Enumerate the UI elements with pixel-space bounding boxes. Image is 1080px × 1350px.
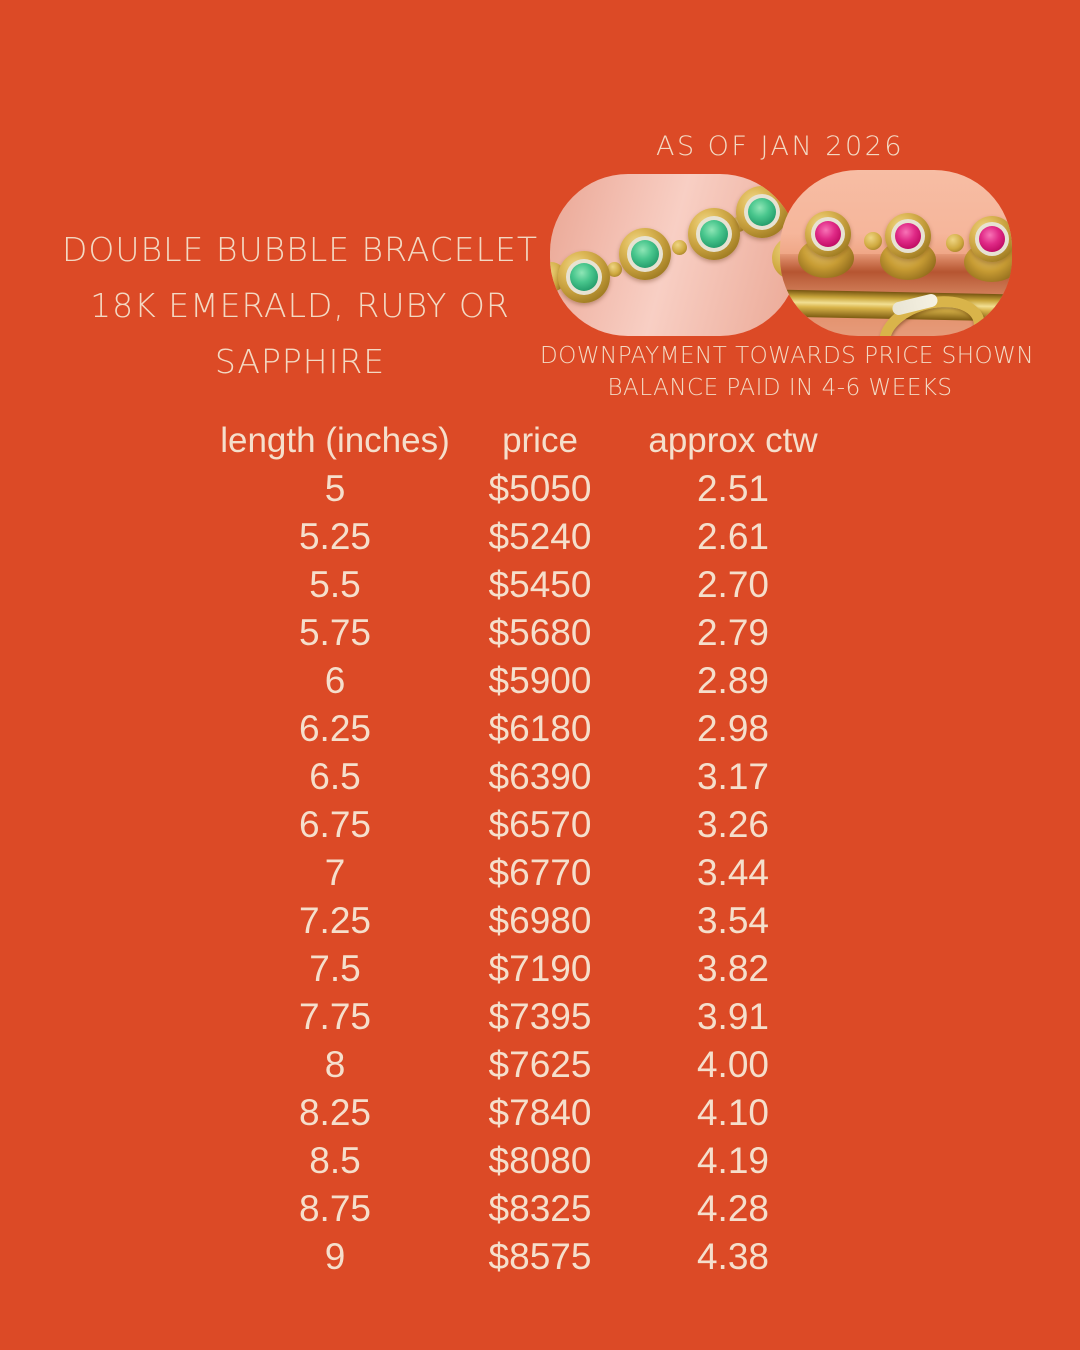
header-length: length (inches) xyxy=(220,421,450,460)
downpayment-note xyxy=(540,340,1035,404)
ctw-cell: 3.44 xyxy=(696,852,769,893)
ruby-gem xyxy=(815,221,841,247)
ruby-stone xyxy=(805,211,851,257)
table-row xyxy=(150,897,840,945)
ctw-cell: 3.17 xyxy=(696,756,769,797)
price-cell: $6570 xyxy=(488,804,592,845)
table-row xyxy=(150,753,840,801)
length-cell: 6.75 xyxy=(298,804,371,845)
ctw-cell: 4.28 xyxy=(696,1188,769,1229)
ctw-cell: 2.61 xyxy=(696,516,769,557)
ctw-cell: 4.38 xyxy=(696,1236,769,1277)
length-cell: 6.5 xyxy=(309,756,361,797)
table-row xyxy=(150,1233,840,1281)
table-row xyxy=(150,657,840,705)
ruby-gem xyxy=(979,226,1005,252)
emerald-gem xyxy=(570,263,598,291)
table-body xyxy=(150,465,840,1281)
table-row xyxy=(150,849,840,897)
price-cell: $7395 xyxy=(488,996,592,1037)
price-cell: $8325 xyxy=(488,1188,592,1229)
table-header-row xyxy=(150,417,840,465)
emerald-bracelet-photo xyxy=(550,174,798,336)
price-cell: $6180 xyxy=(488,708,592,749)
table-row xyxy=(150,705,840,753)
ctw-cell: 2.98 xyxy=(696,708,769,749)
price-cell: $6980 xyxy=(488,900,592,941)
emerald-stone xyxy=(619,228,671,280)
emerald-stone xyxy=(736,186,788,238)
length-cell: 5.25 xyxy=(298,516,371,557)
length-cell: 5.75 xyxy=(298,612,371,653)
table-row xyxy=(150,561,840,609)
table-row xyxy=(150,1089,840,1137)
ctw-cell: 3.54 xyxy=(696,900,769,941)
ctw-cell: 2.70 xyxy=(696,564,769,605)
price-cell: $5050 xyxy=(488,468,592,509)
bracelet-photos xyxy=(540,168,1014,340)
ruby-gem xyxy=(895,223,921,249)
price-cell: $6770 xyxy=(488,852,592,893)
table-row xyxy=(150,1041,840,1089)
length-cell: 8.25 xyxy=(298,1092,371,1133)
length-cell: 6 xyxy=(324,660,346,701)
price-cell: $5680 xyxy=(488,612,592,653)
length-cell: 5.5 xyxy=(309,564,361,605)
price-cell: $7840 xyxy=(488,1092,592,1133)
length-cell: 7 xyxy=(324,852,346,893)
gold-link xyxy=(946,234,964,252)
table-row xyxy=(150,465,840,513)
price-cell: $7625 xyxy=(488,1044,592,1085)
ruby-stone xyxy=(885,213,931,259)
title-line-2: 18K EMERALD, RUBY OR xyxy=(90,286,510,325)
ctw-cell: 2.89 xyxy=(696,660,769,701)
price-cell: $6390 xyxy=(488,756,592,797)
ctw-cell: 4.10 xyxy=(696,1092,769,1133)
price-cell: $5240 xyxy=(488,516,592,557)
emerald-stone xyxy=(558,251,610,303)
as-of-date-label: AS OF JAN 2026 xyxy=(655,131,904,162)
length-cell: 5 xyxy=(324,468,346,509)
title-line-3: SAPPHIRE xyxy=(214,342,386,381)
price-cell: $7190 xyxy=(488,948,592,989)
price-cell: $5450 xyxy=(488,564,592,605)
gold-link xyxy=(672,240,687,255)
emerald-stone xyxy=(688,208,740,260)
emerald-gem xyxy=(700,220,728,248)
emerald-gem xyxy=(748,198,776,226)
length-cell: 7.25 xyxy=(298,900,371,941)
ruby-stone xyxy=(969,216,1012,262)
emerald-gem xyxy=(631,240,659,268)
ctw-cell: 2.79 xyxy=(696,612,769,653)
length-cell: 8.75 xyxy=(298,1188,371,1229)
ctw-cell: 2.51 xyxy=(696,468,769,509)
table-row xyxy=(150,1137,840,1185)
page-title xyxy=(40,222,560,390)
table-row xyxy=(150,993,840,1041)
table-row xyxy=(150,945,840,993)
length-cell: 9 xyxy=(324,1236,346,1277)
ctw-cell: 3.91 xyxy=(696,996,769,1037)
downpayment-line-1: DOWNPAYMENT TOWARDS PRICE SHOWN xyxy=(540,343,1035,369)
length-cell: 8 xyxy=(324,1044,346,1085)
ctw-cell: 3.26 xyxy=(696,804,769,845)
title-line-1: DOUBLE BUBBLE BRACELET xyxy=(61,230,539,269)
downpayment-line-2: BALANCE PAID IN 4-6 WEEKS xyxy=(607,375,953,401)
ruby-bracelet-photo xyxy=(780,170,1012,336)
length-cell: 6.25 xyxy=(298,708,371,749)
ctw-cell: 4.00 xyxy=(696,1044,769,1085)
header-ctw: approx ctw xyxy=(648,421,818,460)
header-price: price xyxy=(502,421,578,460)
price-cell: $8575 xyxy=(488,1236,592,1277)
price-table xyxy=(150,417,840,1281)
ctw-cell: 3.82 xyxy=(696,948,769,989)
price-cell: $5900 xyxy=(488,660,592,701)
length-cell: 7.5 xyxy=(309,948,361,989)
ctw-cell: 4.19 xyxy=(696,1140,769,1181)
gold-link xyxy=(864,232,882,250)
length-cell: 8.5 xyxy=(309,1140,361,1181)
price-cell: $8080 xyxy=(488,1140,592,1181)
table-row xyxy=(150,801,840,849)
table-row xyxy=(150,513,840,561)
table-row xyxy=(150,1185,840,1233)
table-row xyxy=(150,609,840,657)
length-cell: 7.75 xyxy=(298,996,371,1037)
